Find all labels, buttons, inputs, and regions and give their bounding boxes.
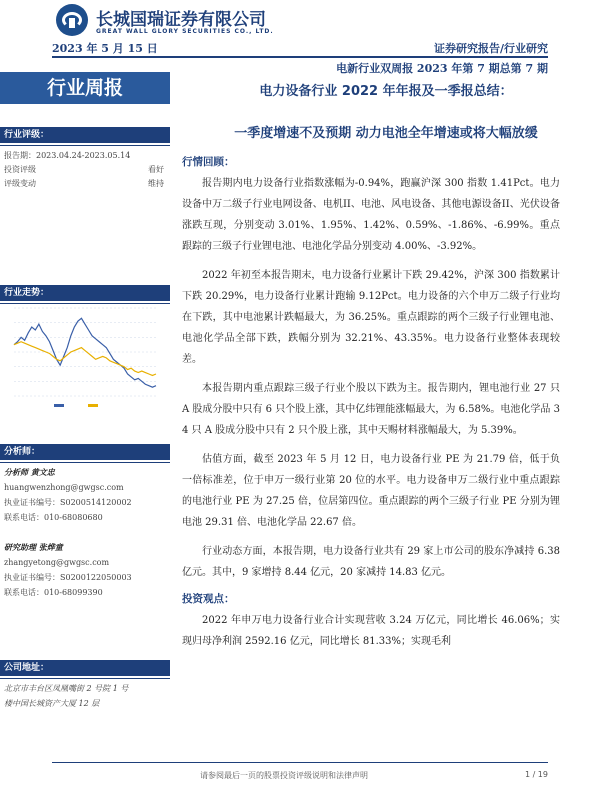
rating-row xyxy=(0,163,170,177)
analyst-license: 执业证书编号：S0200514120002 xyxy=(4,498,132,507)
investment-heading: 投资观点： xyxy=(182,593,235,605)
company-logo xyxy=(56,4,316,40)
analyst-email[interactable]: huangwenzhong@gwgsc.com xyxy=(4,483,124,492)
chart-legend xyxy=(54,404,98,407)
rating-change-value: 维持 xyxy=(148,179,164,188)
trend-heading: 行业走势： xyxy=(0,285,170,301)
main-content xyxy=(182,154,560,652)
chart-grid xyxy=(14,308,156,396)
review-paragraph-4: 估值方面，截至 2023 年 5 月 12 日，电力设备行业 PE 为 21.79 倍，低于负一倍标准差，位于申万一级行业第 20 位的水平。电力设备申万二级行业中重点跟踪的电池行业 PE 为 27.25 倍，位居第四位。重点跟踪的两个三级子行业 PE 分别为锂电池 29.31 倍、电池化学品 22.67 倍。 xyxy=(182,454,560,528)
footer-disclaimer: 请参阅最后一页的股票投资评级说明和法律声明 xyxy=(200,771,368,780)
review-paragraph-5: 行业动态方面，本报告期，电力设备行业共有 29 家上市公司的股东净减持 6.38 亿元。其中，9 家增持 8.44 亿元，20 家减持 14.83 亿元。 xyxy=(182,546,560,578)
review-paragraph-3: 本报告期内重点跟踪三级子行业个股以下跌为主。报告期内，锂电池行业 27 只 A 股成分股中只有 6 只个股上涨，其中亿纬锂能涨幅最大，为 6.58%。电池化学品 34 只 A 股成分股中只有 2 只个股上涨，其中天赐材料涨幅最大，为 5.39%。 xyxy=(182,383,560,436)
page-number: 1 / 19 xyxy=(524,770,548,779)
address-heading: 公司地址： xyxy=(0,660,170,676)
legend-swatch-series-2 xyxy=(88,404,98,407)
review-paragraph-2: 2022 年初至本报告期末，电力设备行业累计下跌 29.42%，沪深 300 指数累计下跌 20.29%，电力设备行业累计跑输 9.12Pct。电力设备的六个申万二级子行业均在下跌，其中电池累计跌幅最大，为 36.25%。重点跟踪的两个三级子行业锂电池、电池化学品全部下跌，跌幅分别为 32.21%、43.35%。电力设备行业整体表现较差。 xyxy=(182,270,560,365)
rating-label: 投资评级 xyxy=(4,165,36,174)
chart-series-line-2 xyxy=(14,342,156,376)
address-line: 楼中国长城资产大厦 12 层 xyxy=(4,699,100,708)
analyst-section xyxy=(0,444,170,600)
header-divider xyxy=(52,56,548,58)
report-subtitle: 一季度增速不及预期 动力电池全年增速或将大幅放缓 xyxy=(234,126,538,141)
analyst-heading: 分析师： xyxy=(0,444,170,460)
legend-swatch-series-1 xyxy=(54,404,64,407)
assistant-phone: 联系电话：010-68099390 xyxy=(4,588,103,597)
report-title: 电力设备行业 2022 年年报及一季报总结： xyxy=(259,84,513,99)
report-series: 电新行业双周报 2023 年第 7 期总第 7 期 xyxy=(336,62,548,75)
report-date: 2023 年 5 月 15 日 xyxy=(52,42,158,55)
rating-section xyxy=(0,127,170,191)
chart-lines xyxy=(14,318,156,387)
address-section xyxy=(0,660,170,711)
spacer xyxy=(0,525,170,540)
analyst-name: 分析师 黄文忠 xyxy=(4,467,55,477)
company-name-cn: 长城国瑞证券有限公司 xyxy=(96,10,266,30)
footer-divider xyxy=(52,762,548,763)
review-paragraph-1: 报告期内电力设备行业指数涨幅为-0.94%，跑赢沪深 300 指数 1.41Pct。电力设备中万二级子行业电网设备、电机II、电池、风电设备、其他电源设备II、光伏设备涨跌互现，分别变动 3.01%、1.95%、1.42%、0.59%、-1.86%、-6.99%。重点跟踪的三级子行业锂电池、电池化学品分别变动 4.00%、-3.92%。 xyxy=(182,178,560,252)
investment-paragraph: 2022 年申万电力设备行业合计实现营收 3.24 万亿元，同比增长 46.06%；实现归母净利润 2592.16 亿元，同比增长 81.33%；实现毛利 xyxy=(182,615,560,647)
rating-value: 看好 xyxy=(148,165,164,174)
assistant-name: 研究助理 张烨童 xyxy=(4,542,63,552)
rating-change-row xyxy=(0,177,170,191)
company-logo-icon xyxy=(56,4,88,36)
industry-trend-chart xyxy=(6,302,161,414)
assistant-email[interactable]: zhangyetong@gwgsc.com xyxy=(4,558,110,567)
trend-section xyxy=(0,285,170,301)
chart-series-line-1 xyxy=(14,318,156,387)
rating-change-label: 评级变动 xyxy=(4,179,36,188)
report-badge: 行业周报 xyxy=(0,72,170,104)
rating-period: 报告期：2023.04.24-2023.05.14 xyxy=(4,151,131,160)
assistant-license: 执业证书编号：S0200122050003 xyxy=(4,573,132,582)
review-heading: 行情回顾： xyxy=(182,156,235,168)
company-name-en: GREAT WALL GLORY SECURITIES CO., LTD. xyxy=(96,28,274,35)
address-line: 北京市丰台区凤凰嘴街 2 号院 1 号 xyxy=(4,684,129,693)
rating-heading: 行业评级： xyxy=(0,127,170,143)
analyst-phone: 联系电话：010-68080680 xyxy=(4,513,103,522)
report-type: 证券研究报告/行业研究 xyxy=(433,42,548,55)
